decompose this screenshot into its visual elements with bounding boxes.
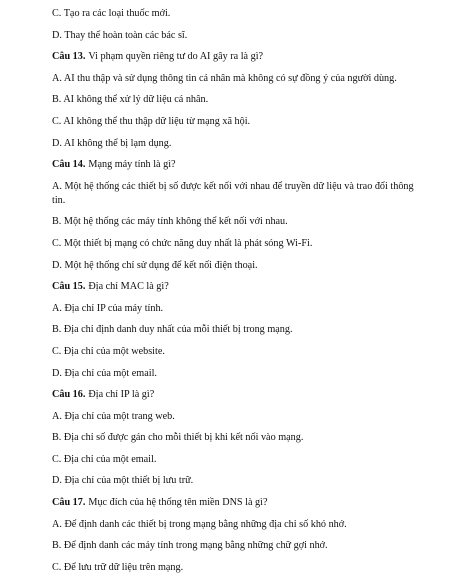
answer-option: C. Tạo ra các loại thuốc mới. [52, 8, 171, 19]
answer-option: B. Để định danh các máy tính trong mạng bằng những chữ gợi nhớ. [52, 540, 328, 552]
answer-option: D. Địa chỉ của một email. [52, 367, 157, 379]
answer-option: B. Địa chỉ số được gán cho mỗi thiết bị khi kết nối vào mạng. [52, 432, 304, 444]
answer-option: A. Địa chỉ IP của máy tính. [52, 302, 164, 314]
answer-option: B. AI không thể xử lý dữ liệu cá nhân. [52, 94, 209, 106]
question-text: Địa chỉ IP là gì? [88, 389, 155, 401]
answer-option: B. Địa chỉ định danh duy nhất của mỗi thiết bị trong mạng. [52, 324, 293, 336]
question-label: Câu 13. [52, 51, 86, 63]
question-label: Câu 17. [52, 497, 86, 509]
answer-option: C. Địa chỉ của một email. [52, 453, 157, 465]
question-text: Mạng máy tính là gì? [88, 159, 176, 171]
question-17 [52, 496, 440, 510]
question-16 [52, 388, 440, 402]
answer-option: A. Địa chỉ của một trang web. [52, 410, 175, 422]
answer-option: D. Một hệ thống chỉ sử dụng để kết nối điện thoại. [52, 259, 258, 271]
answer-option: A. Để định danh các thiết bị trong mạng bằng những địa chỉ số khó nhớ. [52, 518, 347, 530]
answer-option: A. Một hệ thống các thiết bị số được kết nối với nhau để truyền dữ liệu và trao đổi thông tin. [52, 180, 414, 206]
answer-option: B. Một hệ thống các máy tính không thể kết nối với nhau. [52, 216, 288, 228]
answer-option: C. Một thiết bị mạng có chức năng duy nhất là phát sóng Wi-Fi. [52, 237, 313, 249]
answer-option: C. Địa chỉ của một website. [52, 345, 165, 357]
question-15 [52, 280, 440, 294]
question-label: Câu 15. [52, 281, 86, 293]
answer-option: C. Để lưu trữ dữ liệu trên mạng. [52, 561, 184, 573]
answer-option: C. AI không thể thu thập dữ liệu từ mạng xã hội. [52, 115, 251, 127]
question-text: Địa chỉ MAC là gì? [88, 281, 169, 293]
question-label: Câu 14. [52, 159, 86, 171]
answer-option: A. AI thu thập và sử dụng thông tin cá nhân mà không có sự đồng ý của người dùng. [52, 72, 397, 84]
question-text: Mục đích của hệ thống tên miền DNS là gì? [88, 497, 268, 509]
question-13 [52, 50, 440, 64]
answer-option: D. Thay thế hoàn toàn các bác sĩ. [52, 29, 188, 41]
question-text: Vi phạm quyền riêng tư do AI gây ra là gì? [88, 51, 264, 63]
answer-option: D. AI không thể bị lạm dụng. [52, 137, 172, 149]
question-label: Câu 16. [52, 389, 86, 401]
question-14 [52, 158, 440, 172]
answer-option: D. Địa chỉ của một thiết bị lưu trữ. [52, 475, 194, 487]
